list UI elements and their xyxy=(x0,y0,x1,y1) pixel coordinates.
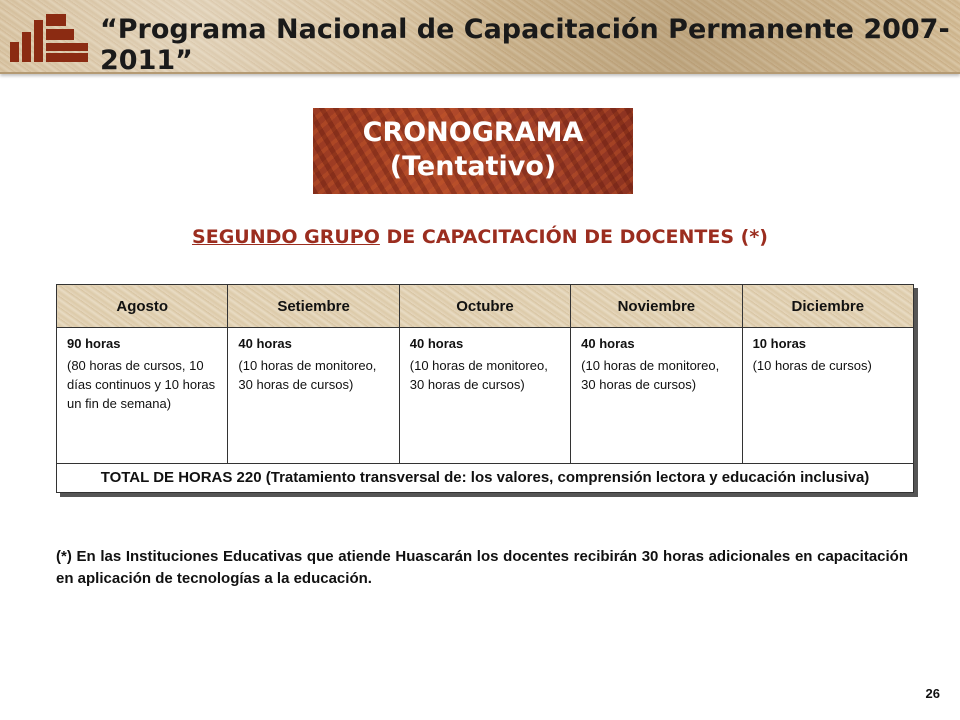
title-line-1: CRONOGRAMA xyxy=(362,117,584,148)
cell-detail: (10 horas de monitoreo, 30 horas de cursos) xyxy=(409,358,548,392)
header-cell-diciembre: Diciembre xyxy=(742,285,913,328)
cell-hours: 10 horas xyxy=(752,336,807,351)
subtitle-underlined: SEGUNDO GRUPO xyxy=(192,226,380,248)
cell-hours: 40 horas xyxy=(409,336,464,351)
table-cell-noviembre xyxy=(571,328,742,464)
cell-detail: (80 horas de cursos, 10 días continuos y 10 horas un fin de semana) xyxy=(67,358,216,411)
cell-detail: (10 horas de cursos) xyxy=(752,358,872,373)
footnote: (*) En las Instituciones Educativas que atiende Huascarán los docentes recibirán 30 horas adicionales en capacitación en aplicación de tecnologías a la educación. xyxy=(56,548,908,587)
cell-hours: 90 horas xyxy=(67,336,121,351)
total-hours-cell: TOTAL DE HORAS 220 (Tratamiento transversal de: los valores, comprensión lectora y educación inclusiva) xyxy=(57,464,914,493)
table-header-row xyxy=(57,285,914,328)
title-line-2: (Tentativo) xyxy=(389,151,557,182)
cell-detail: (10 horas de monitoreo, 30 horas de cursos) xyxy=(238,358,377,392)
cell-hours: 40 horas xyxy=(238,336,292,351)
header-cell-agosto: Agosto xyxy=(57,285,228,328)
header-cell-setiembre: Setiembre xyxy=(228,285,399,328)
subtitle-rest: DE CAPACITACIÓN DE DOCENTES (*) xyxy=(379,226,768,248)
page-number: 26 xyxy=(925,686,940,701)
table-total-row xyxy=(57,464,914,493)
schedule-table-container xyxy=(56,284,914,493)
table-row xyxy=(57,328,914,464)
schedule-table xyxy=(56,284,914,493)
section-subtitle xyxy=(0,226,960,248)
bar-chart-logo-icon xyxy=(8,12,94,64)
cronograma-title-box xyxy=(313,108,633,194)
table-cell-agosto xyxy=(57,328,228,464)
table-cell-diciembre xyxy=(742,328,913,464)
header-cell-octubre: Octubre xyxy=(399,285,570,328)
header-title: “Programa Nacional de Capacitación Permanente 2007-2011” xyxy=(100,14,950,76)
cell-hours: 40 horas xyxy=(581,336,635,351)
table-cell-octubre xyxy=(399,328,570,464)
cell-detail: (10 horas de monitoreo, 30 horas de cursos) xyxy=(581,358,720,392)
table-cell-setiembre xyxy=(228,328,399,464)
slide-header xyxy=(0,0,960,74)
header-cell-noviembre: Noviembre xyxy=(571,285,742,328)
